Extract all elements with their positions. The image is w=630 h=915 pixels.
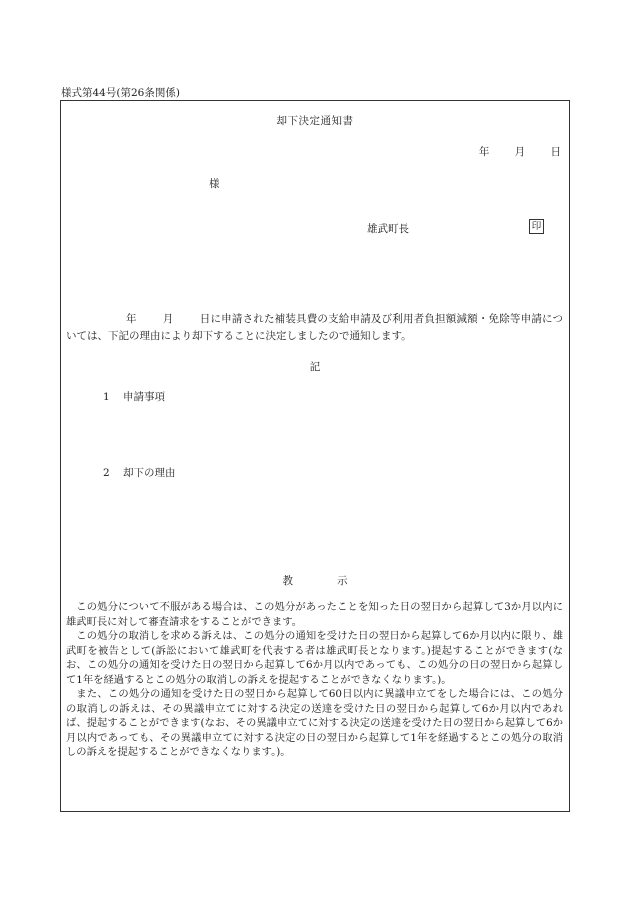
- seal-mark: 印: [529, 219, 544, 234]
- notice-year-label: 年: [126, 313, 137, 325]
- issue-date: [457, 144, 561, 159]
- item-reason: [103, 465, 176, 480]
- item-number: 2: [103, 467, 110, 479]
- form-number: 様式第44号(第26条関係): [61, 87, 180, 99]
- instruction-paragraph: また、この処分の通知を受けた日の翌日から起算して60日以内に異議申立てをした場合には、この処分の取消しの訴えは、その異議申立てに対する決定の送達を受けた日の翌日から起算して6か月以内であれば、提起することができます(なお、その異議申立てに対する決定の送達を受けた日の翌日から起算して6か月以内であっても、その異議申立てに対する決定の日の翌日から起算して1年を経過するとこの処分の取消しの訴えを提起することができなくなります。)。: [66, 688, 563, 758]
- notice-body: [66, 311, 563, 345]
- date-month-label: 月: [514, 146, 526, 158]
- item-label: 申請事項: [123, 391, 165, 403]
- addressee-suffix: 様: [209, 178, 220, 190]
- instruction-paragraph: この処分の取消しを求める訴えは、この処分の通知を受けた日の翌日から起算して6か月以内に限り、雄武町を被告として(訴訟において雄武町を代表する者は雄武町長となります。)提起することができます(なお、この処分の通知を受けた日の翌日から起算して6か月以内であっても、この処分の日の翌日から起算して1年を経過するとこの処分の取消しの訴えを提起することができなくなります。)。: [66, 630, 563, 686]
- issuer-name: 雄武町長: [367, 223, 409, 235]
- notice-month-label: 月: [162, 313, 174, 325]
- instruction-text: [66, 600, 563, 760]
- instruction-paragraph: この処分について不服がある場合は、この処分があったことを知った日の翌日から起算して3か月以内に雄武町長に対して審査請求をすることができます。: [66, 601, 563, 628]
- instruction-heading: [61, 573, 569, 588]
- ki-heading: 記: [309, 361, 321, 373]
- item-label: 却下の理由: [123, 467, 176, 479]
- date-year-label: 年: [478, 146, 490, 158]
- item-number: 1: [103, 391, 110, 403]
- notice-form: [60, 100, 570, 812]
- item-application: [103, 389, 165, 404]
- document-title: 却下決定通知書: [276, 115, 354, 127]
- instruction-heading-char: 教: [282, 575, 293, 587]
- instruction-heading-char: 示: [337, 575, 348, 587]
- date-day-label: 日: [550, 146, 561, 158]
- notice-text: 日に申請された補装具費の支給申請及び利用者負担額減額・免除等申請については、下記の理由により却下することに決定しましたので通知します。: [66, 313, 564, 342]
